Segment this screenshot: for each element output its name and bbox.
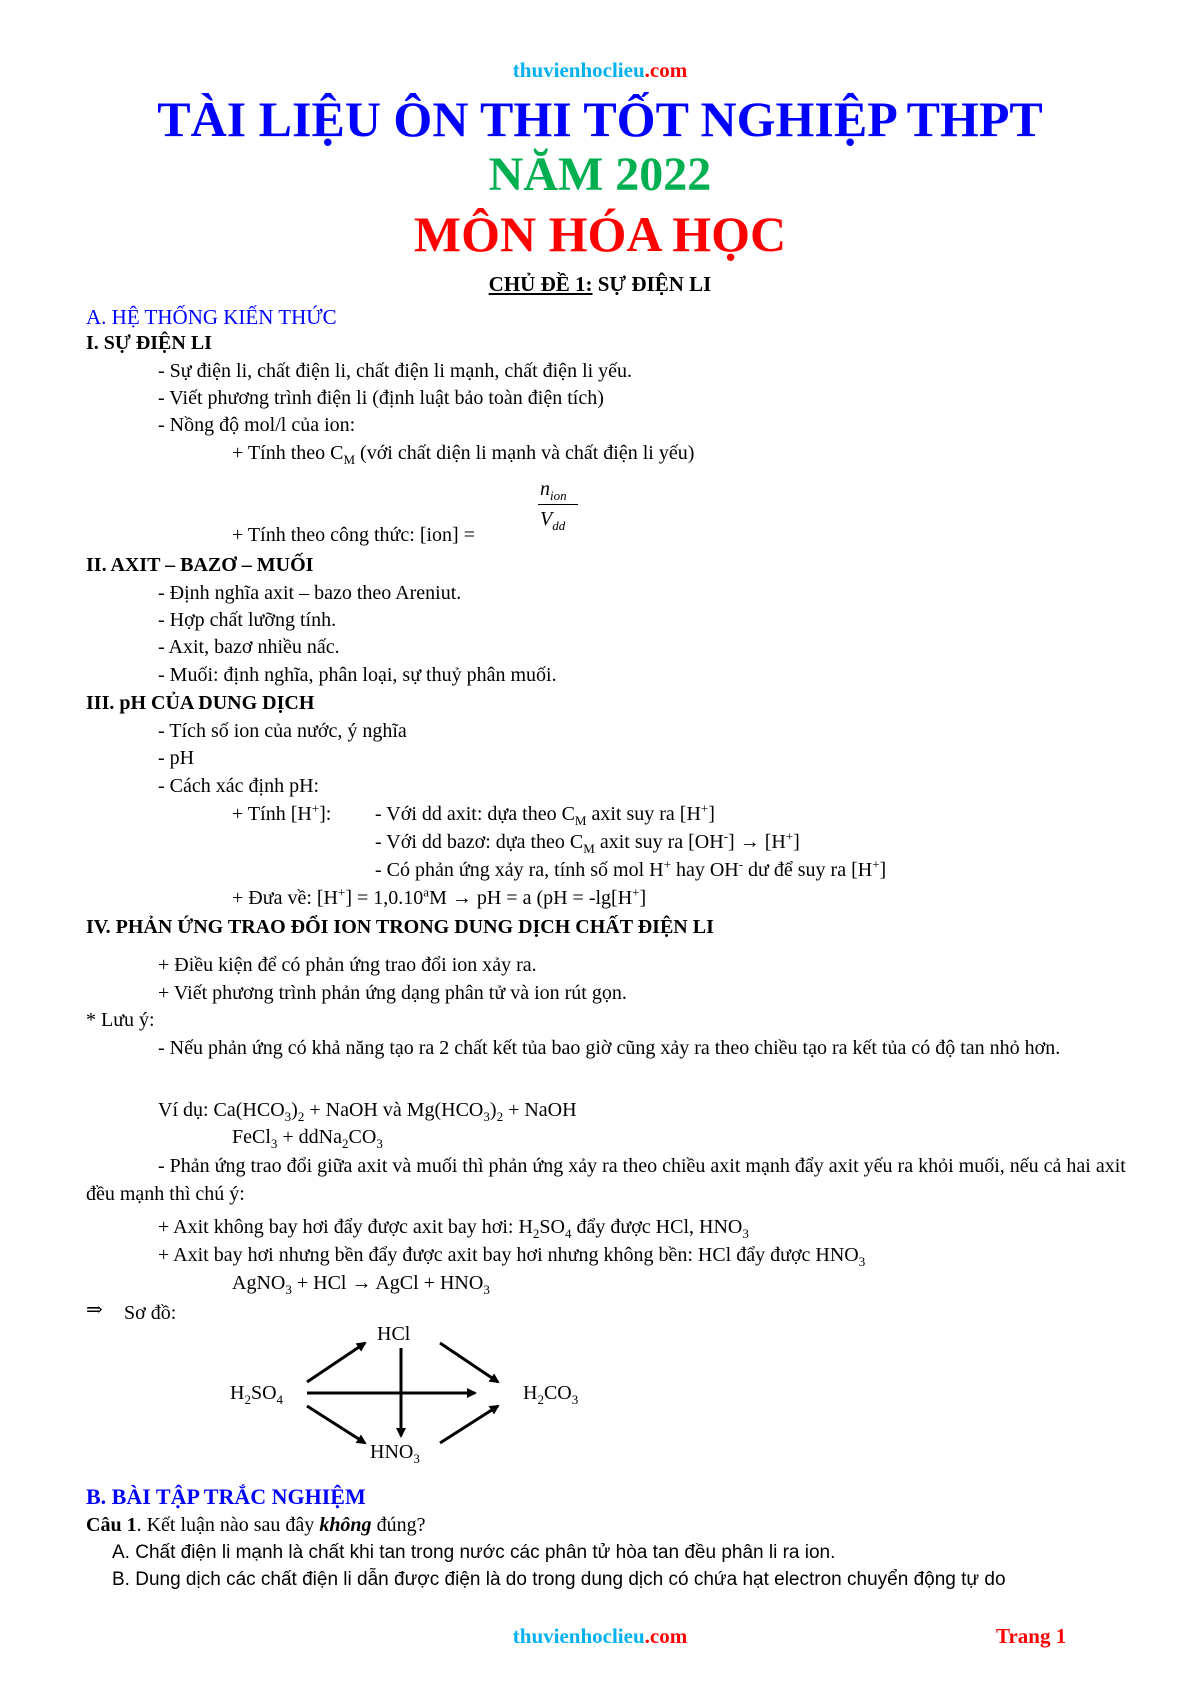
arrow-h2so4-hno3 <box>307 1406 365 1443</box>
section-iii-heading: III. pH CỦA DUNG DỊCH <box>86 692 315 714</box>
arrow-hno3-h2co3 <box>440 1406 498 1443</box>
option-b: B. Dung dịch các chất điện li dẫn được điện là do trong dung dịch có chứa hạt electron chuyển động tự do <box>112 1569 1006 1590</box>
arrow-hcl-h2co3 <box>440 1343 498 1382</box>
title-line-2: NĂM 2022 <box>488 148 712 201</box>
section-a-heading: A. HỆ THỐNG KIẾN THỨC <box>86 305 337 329</box>
h2so4-label: $H_2SO_4$ <box>230 1382 284 1407</box>
equation-line: AgNO$_3$ + HCl → AgCl + $HNO_3$ <box>232 1272 490 1297</box>
list-item: - Với dd axit: dựa theo $C_M$ axit suy ra [H+] <box>375 800 715 828</box>
formula-numerator: $n_{ion}$ <box>540 478 567 503</box>
reaction-diagram <box>220 1318 640 1468</box>
fraction-bar <box>538 504 578 505</box>
list-item: - Tích số ion của nước, ý nghĩa <box>158 720 407 742</box>
note-paragraph-1: - Nếu phản ứng có khả năng tạo ra 2 chất kết tủa bao giờ cũng xảy ra theo chiều tạo ra kết tủa có độ tan nhỏ hơn. <box>158 1037 1061 1059</box>
section-i-heading: I. SỰ ĐIỆN LI <box>86 332 212 354</box>
title-line-3: MÔN HÓA HỌC <box>413 206 787 262</box>
list-item: - Muối: định nghĩa, phân loại, sự thuỷ phân muối. <box>158 664 557 686</box>
note-label: * Lưu ý: <box>86 1009 155 1031</box>
option-a: A. Chất điện li mạnh là chất khi tan trong nước các phân tử hòa tan đều phân li ra ion. <box>112 1542 836 1563</box>
formula-line: + Tính theo công thức: [ion] = <box>232 524 475 546</box>
diagram-label: Sơ đồ: <box>124 1302 177 1324</box>
arrow-icon: ⇒ <box>86 1299 103 1321</box>
list-item: - Viết phương trình điện li (định luật bảo toàn điện tích) <box>158 387 604 409</box>
title-line-1: TÀI LIỆU ÔN THI TỐT NGHIỆP THPT <box>157 91 1043 147</box>
hcl-label: HCl <box>377 1323 411 1345</box>
list-item: + Tính theo $C_M$ (với chất diện li mạnh và chất điện li yếu) <box>232 442 695 467</box>
list-item: - pH <box>158 747 195 769</box>
list-item: - Định nghĩa axit – bazo theo Areniut. <box>158 582 462 604</box>
topic-title: CHỦ ĐỀ 1: SỰ ĐIỆN LI <box>488 272 712 296</box>
list-item: - Với dd bazơ: dựa theo $C_M$ axit suy ra [OH-] → [H+] <box>375 828 800 856</box>
note-paragraph-2: - Phản ứng trao đổi giữa axit và muối thì phản ứng xảy ra theo chiều axit mạnh đẩy axit yếu ra khỏi muối, nếu cả hai axit đều mạnh thì chú ý: <box>86 1155 1126 1205</box>
h2co3-label: $H_2CO_3$ <box>523 1382 579 1407</box>
list-item: - Sự điện li, chất điện li, chất điện li mạnh, chất điện li yếu. <box>158 360 633 382</box>
section-b-heading: B. BÀI TẬP TRẮC NGHIỆM <box>86 1484 366 1509</box>
list-item: - Nồng độ mol/l của ion: <box>158 414 356 436</box>
list-item: - Cách xác định pH: <box>158 775 320 797</box>
list-item: + Viết phương trình phản ứng dạng phân tử và ion rút gọn. <box>158 982 627 1004</box>
list-item: + Đưa về: [H+] = 1,0.10$^a$M → pH = a (pH = -lg[H+] <box>232 884 647 909</box>
hno3-label: $HNO_3$ <box>370 1441 420 1466</box>
list-item: + Tính [H+]: <box>232 800 332 825</box>
example-line: Ví dụ: $Ca(HCO_3)_2$ + NaOH và $Mg(HCO_3)_2$ + NaOH <box>158 1099 577 1124</box>
list-item: - Axit, bazơ nhiều nấc. <box>158 636 340 658</box>
list-item: + Điều kiện để có phản ứng trao đổi ion xảy ra. <box>158 954 537 976</box>
site-header: thuvienhoclieu.com <box>512 58 688 82</box>
list-item: + Axit không bay hơi đẩy được axit bay hơi: $H_2SO_4$ đẩy được HCl, $HNO_3$ <box>158 1216 749 1241</box>
section-iv-heading: IV. PHẢN ỨNG TRAO ĐỔI ION TRONG DUNG DỊCH CHẤT ĐIỆN LI <box>86 916 714 938</box>
site-footer: thuvienhoclieu.com <box>512 1624 688 1648</box>
formula-denominator: $V_{dd}$ <box>540 508 566 533</box>
section-ii-heading: II. AXIT – BAZƠ – MUỐI <box>86 554 314 576</box>
arrow-h2so4-hcl <box>307 1343 365 1382</box>
example-line: FeCl$_3$ + $ddNa_2CO_3$ <box>232 1126 383 1151</box>
question-1: Câu 1. Kết luận nào sau đây không đúng? <box>86 1514 426 1536</box>
list-item: + Axit bay hơi nhưng bền đẩy được axit bay hơi nhưng không bền: HCl đẩy được $HNO_3$ <box>158 1244 866 1269</box>
list-item: - Hợp chất lưỡng tính. <box>158 609 337 631</box>
list-item: - Có phản ứng xảy ra, tính số mol H+ hay OH- dư để suy ra [H+] <box>375 856 887 881</box>
page-number: Trang 1 <box>996 1624 1067 1648</box>
